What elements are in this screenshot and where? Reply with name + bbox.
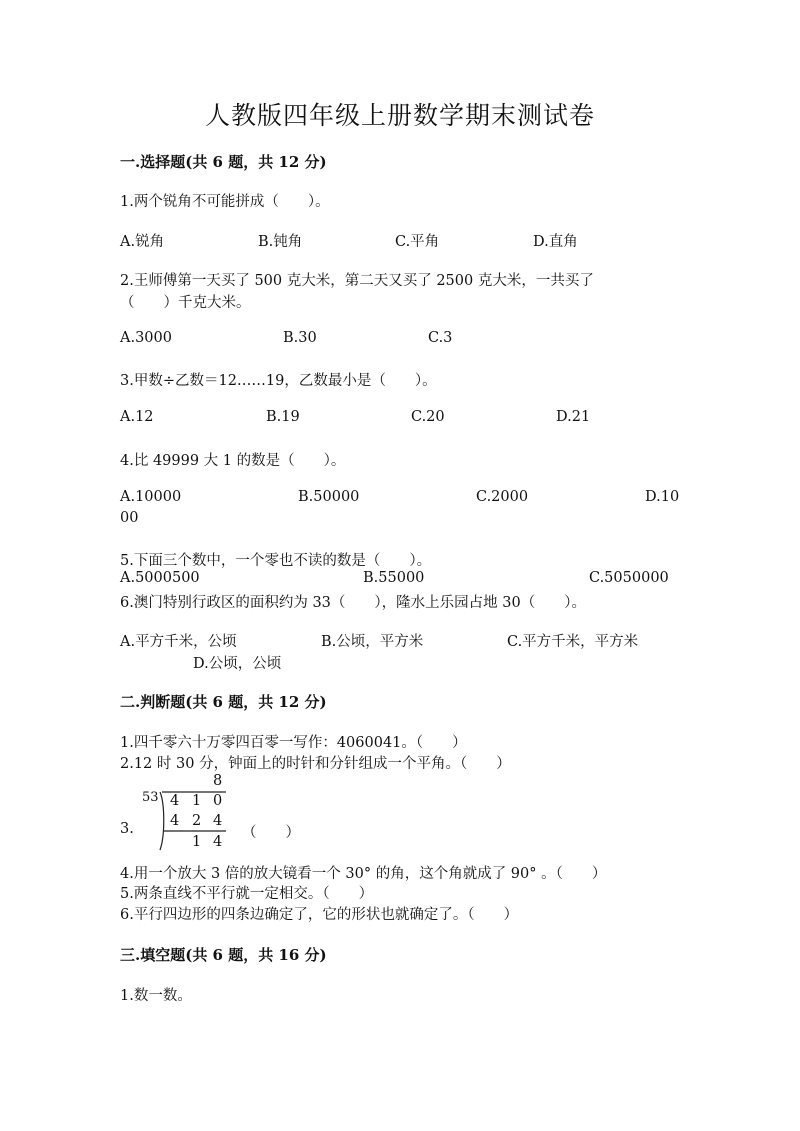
choice-q2-option-b: B.30 [283,330,317,346]
section-heading-judge: 二.判断题(共 6 题，共 12 分) [120,693,327,711]
choice-q6-option-d: D.公顷，公顷 [193,656,282,672]
judge-question-2: 2.12 时 30 分，钟面上的时针和分针组成一个平角。（ ） [120,756,511,772]
choice-question-6: 6.澳门特别行政区的面积约为 33（ ），隆水上乐园占地 30（ ）。 [120,595,586,611]
division-divisor: 53 [142,790,159,805]
choice-question-1: 1.两个锐角不可能拼成（ ）。 [120,194,330,210]
choice-q4-option-d: D.10 [645,489,680,505]
choice-question-5: 5.下面三个数中，一个零也不读的数是（ ）。 [120,553,432,569]
choice-q2-option-c: C.3 [428,330,453,346]
choice-question-2-line-2: （ ）千克大米。 [120,295,251,311]
choice-question-2-line-1: 2.王师傅第一天买了 500 克大米，第二天又买了 2500 克大米，一共买了 [120,273,594,289]
judge-question-3 [120,772,440,854]
division-product-digit-3: 4 [213,813,223,829]
choice-q4-option-b: B.50000 [298,489,360,505]
choice-q4-option-c: C.2000 [476,489,529,505]
choice-q3-option-d: D.21 [556,409,591,425]
division-product-digit-1: 4 [170,813,180,829]
division-quotient: 8 [213,773,223,789]
choice-q3-option-c: C.20 [411,409,445,425]
judge-question-5: 5.两条直线不平行就一定相交。（ ） [120,886,374,902]
choice-q5-option-b: B.55000 [363,570,425,586]
choice-q5-option-c: C.5050000 [589,570,669,586]
choice-q6-option-b: B.公顷，平方米 [321,634,424,650]
division-remainder-digit-2: 4 [213,834,223,850]
section-heading-choice: 一.选择题(共 6 题，共 12 分) [120,153,327,171]
choice-q1-option-b: B.钝角 [258,234,303,250]
judge-question-1: 1.四千零六十万零四百零一写作：4060041。（ ） [120,735,467,751]
choice-q1-option-c: C.平角 [395,234,440,250]
choice-q5-option-a: A.5000500 [120,570,200,586]
choice-q1-option-a: A.锐角 [120,234,165,250]
choice-q3-option-a: A.12 [120,409,154,425]
judge-q3-blank: （ ） [242,825,300,841]
choice-question-3: 3.甲数÷乙数＝12……19，乙数最小是（ ）。 [120,373,437,389]
division-dividend-digit-3: 0 [213,793,223,809]
division-product-digit-2: 2 [192,813,202,829]
choice-q6-option-a: A.平方千米，公顷 [120,634,237,650]
choice-q2-option-a: A.3000 [120,330,172,346]
judge-q3-label: 3. [120,821,134,837]
division-dividend-digit-1: 4 [170,793,180,809]
choice-q1-option-d: D.直角 [533,234,578,250]
judge-question-6: 6.平行四边形的四条边确定了，它的形状也就确定了。（ ） [120,907,519,923]
judge-question-4: 4.用一个放大 3 倍的放大镜看一个 30° 的角，这个角就成了 90° 。（ ） [120,866,607,882]
fill-question-1: 1.数一数。 [120,988,192,1004]
choice-q4-option-a: A.10000 [120,489,182,505]
division-dividend-digit-2: 1 [192,793,202,809]
choice-q3-option-b: B.19 [266,409,300,425]
page-title: 人教版四年级上册数学期末测试卷 [204,101,595,130]
division-remainder-digit-1: 1 [192,834,202,850]
choice-q4-option-d-wrap: 00 [120,510,139,526]
choice-question-4: 4.比 49999 大 1 的数是（ ）。 [120,453,346,469]
choice-q6-option-c: C.平方千米，平方米 [507,634,639,650]
section-heading-fill: 三.填空题(共 6 题，共 16 分) [120,946,327,964]
